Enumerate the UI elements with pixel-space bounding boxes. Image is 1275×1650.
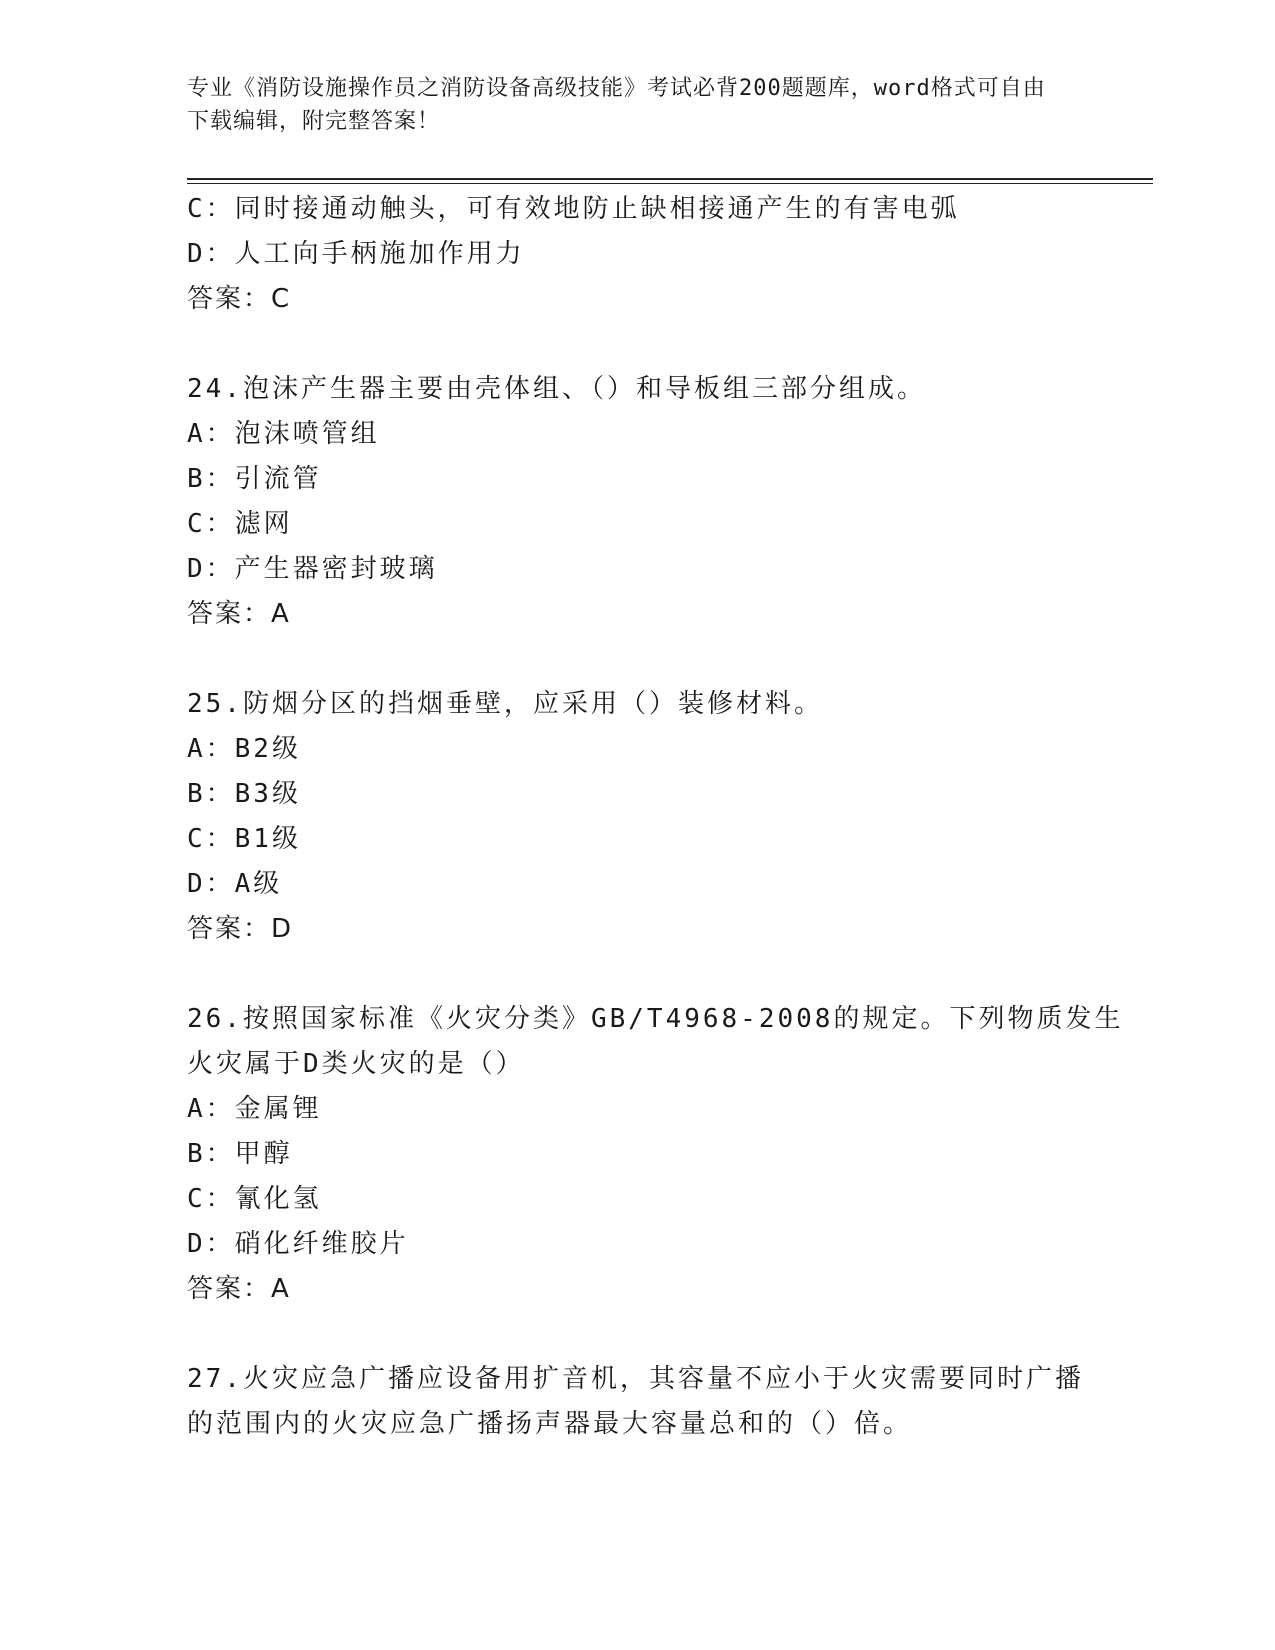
prev-option-d: D：人工向手柄施加作用力 (187, 239, 525, 269)
prev-answer: 答案：C (187, 284, 292, 314)
q26-answer: 答案：A (187, 1274, 291, 1304)
spacer (187, 952, 1087, 997)
q25-option-b: B：B3级 (187, 779, 301, 809)
spacer (187, 637, 1087, 682)
q24-option-a: A：泡沫喷管组 (187, 419, 380, 449)
q25-option-c: C：B1级 (187, 824, 301, 854)
q25-stem: 25.防烟分区的挡烟垂壁，应采用（）装修材料。 (187, 689, 823, 719)
q27-stem-line1: 27.火灾应急广播应设备用扩音机，其容量不应小于火灾需要同时广播 (187, 1364, 1084, 1394)
q27-stem-line2: 的范围内的火灾应急广播扬声器最大容量总和的（）倍。 (187, 1409, 913, 1439)
q26-option-b: B：甲醇 (187, 1139, 293, 1169)
q26-stem-line2: 火灾属于D类火灾的是（） (187, 1049, 525, 1079)
q26-stem-line1: 26.按照国家标准《火灾分类》GB/T4968-2008的规定。下列物质发生 (187, 1004, 1124, 1034)
spacer (187, 1312, 1087, 1357)
page-header: 专业《消防设施操作员之消防设备高级技能》考试必背200题题库，word格式可自由下载编辑，附完整答案！ (187, 76, 1046, 134)
header-divider-thick (187, 178, 1153, 180)
q26-option-a: A：金属锂 (187, 1094, 322, 1124)
q25-answer: 答案：D (187, 914, 294, 944)
header-divider-thin (187, 183, 1153, 184)
q26-option-d: D：硝化纤维胶片 (187, 1229, 409, 1259)
spacer (187, 322, 1087, 367)
q25-option-d: D：A级 (187, 869, 283, 899)
prev-option-c: C：同时接通动触头，可有效地防止缺相接通产生的有害电弧 (187, 194, 960, 224)
q24-stem: 24.泡沫产生器主要由壳体组、（）和导板组三部分组成。 (187, 374, 926, 404)
q25-option-a: A：B2级 (187, 734, 301, 764)
q26-option-c: C：氰化氢 (187, 1184, 322, 1214)
question-list (187, 187, 1124, 1447)
q24-answer: 答案：A (187, 599, 291, 629)
q24-option-c: C：滤网 (187, 509, 293, 539)
q24-option-d: D：产生器密封玻璃 (187, 554, 438, 584)
q24-option-b: B：引流管 (187, 464, 322, 494)
